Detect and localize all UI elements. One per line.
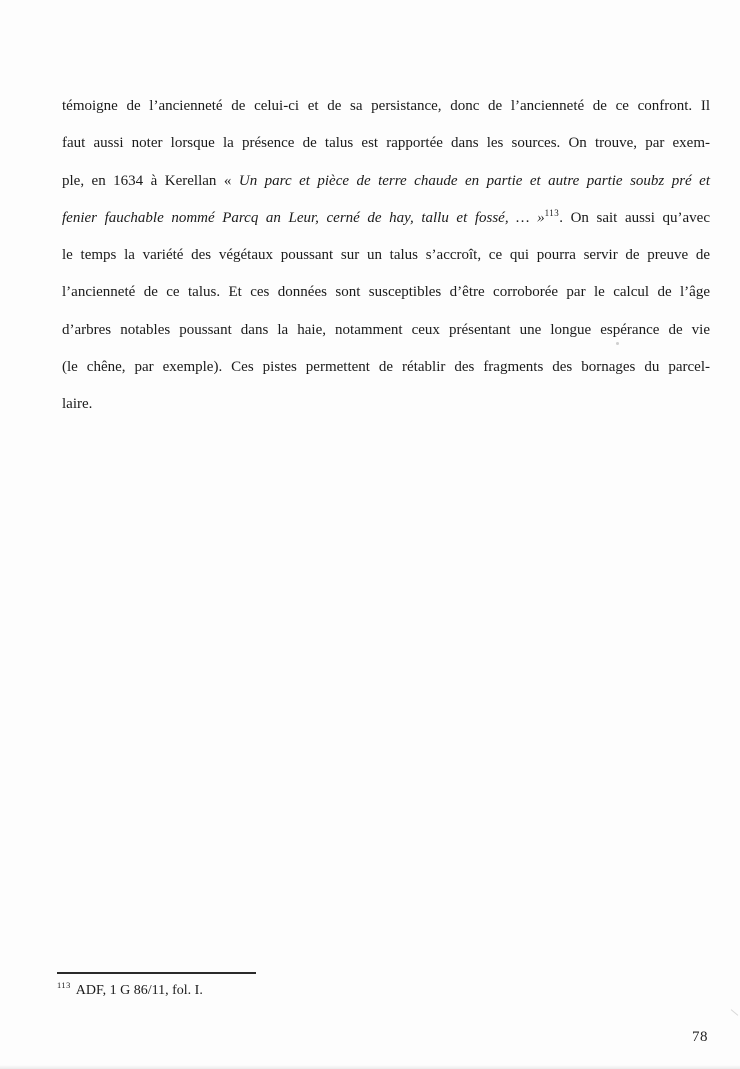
footnote-number: 113 [57,981,71,991]
text-segment: laire. [62,396,93,413]
footnote-reference: 113 [544,207,560,218]
text-line [62,163,710,200]
text-segment: le temps la variété des végétaux poussant sur un talus s’accroît, ce qui pourra servir de preuve de [62,247,710,264]
text-line [62,312,710,349]
text-segment: (le chêne, par exemple). Ces pistes permettent de rétablir des fragments des bornages du parcel- [62,359,710,376]
text-segment: . On sait aussi qu’avec [559,209,710,226]
footnote-text: ADF, 1 G 86/11, fol. I. [75,983,203,998]
footnote-divider [57,972,256,974]
footnote [57,981,557,1001]
text-line [62,125,710,162]
quote-italic-segment: Un parc et pièce de terre chaude en partie et autre partie soubz pré et [238,172,710,189]
text-line [62,200,710,237]
text-segment: l’ancienneté de ce talus. Et ces données sont susceptibles d’être corroborée par le calcul de l’âge [62,284,710,301]
text-segment: d’arbres notables poussant dans la haie, notamment ceux présentant une longue espérance de vie [62,321,710,338]
text-line [62,237,710,274]
page-number: 78 [692,1029,708,1045]
text-line [62,88,710,125]
scan-speck [616,342,619,345]
quote-italic-segment: fenier fauchable nommé Parcq an Leur, cerné de hay, tallu et fossé, … » [62,209,545,226]
scan-edge-shadow [0,1065,740,1069]
scan-speck [731,1009,739,1016]
paragraph [62,88,710,424]
text-line [62,349,710,386]
text-segment: témoigne de l’ancienneté de celui-ci et de sa persistance, donc de l’ancienneté de ce confront. Il [62,98,710,114]
text-segment: ple, en 1634 à Kerellan « [62,172,239,189]
text-segment: faut aussi noter lorsque la présence de talus est rapportée dans les sources. On trouve, par exem- [62,135,710,152]
text-line [62,274,710,311]
text-line [62,386,710,423]
